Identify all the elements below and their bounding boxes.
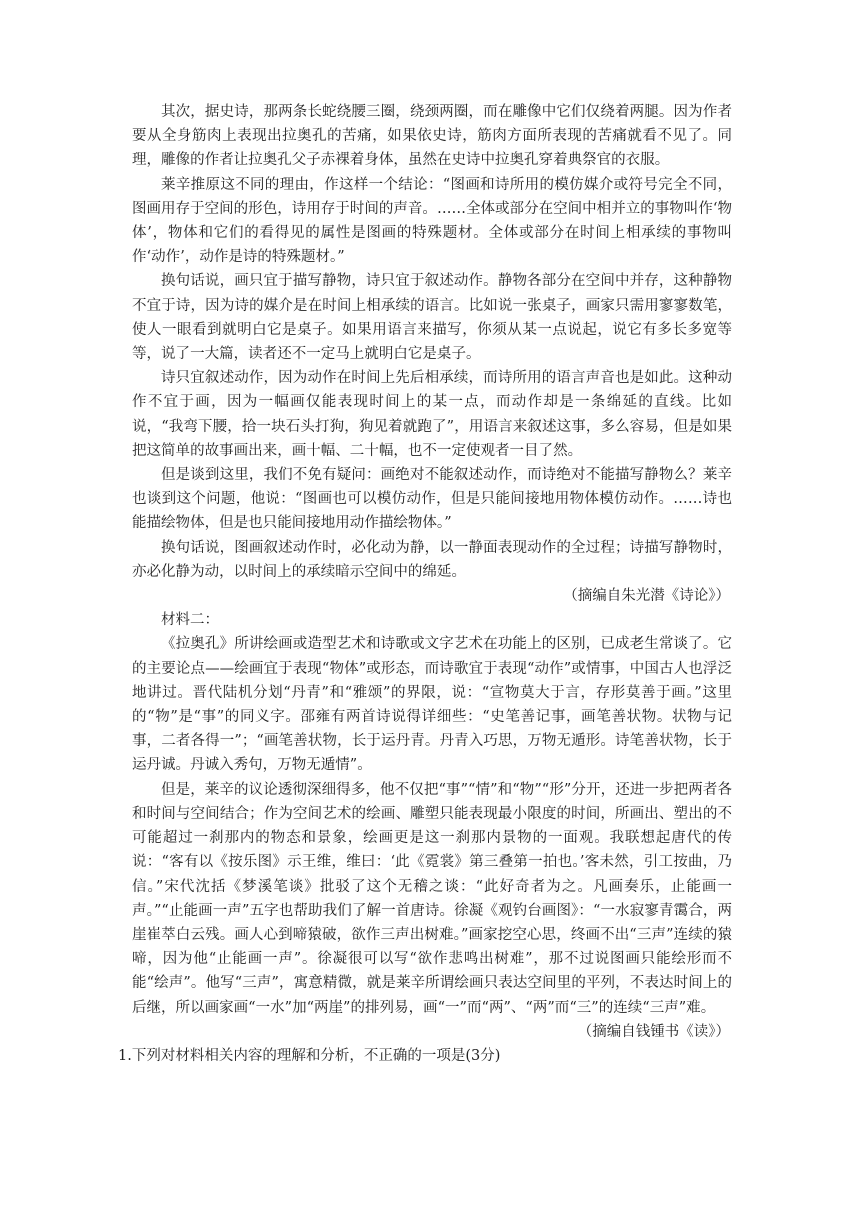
paragraph: 其次，据史诗，那两条长蛇绕腰三圈，绕颈两圈，而在雕像中它们仅绕着两腿。因为作者要从全身筋肉上表现出拉奥孔的苦痛，如果依史诗，筋肉方面所表现的苦痛就看不见了。同理，雕像的作者让拉奥孔父子赤裸着身体，虽然在史诗中拉奥孔穿着典祭官的衣服。 [132,104,732,169]
question-1: 1.下列对材料相关内容的理解和分析，不正确的一项是(3分) [118,1048,501,1064]
paragraph: 诗只宜叙述动作，因为动作在时间上先后相承续，而诗所用的语言声音也是如此。这种动作不宜于画，因为一幅画仅能表现时间上的某一点，而动作却是一条绵延的直线。比如说，“我弯下腰，拾一块石头打狗，狗见着就跑了”，用语言来叙述这事，多么容易，但是如果把这简单的故事画出来，画十幅、二十幅，也不一定使观者一目了然。 [132,370,732,459]
paragraph: 但是谈到这里，我们不免有疑问：画绝对不能叙述动作，而诗绝对不能描写静物么？莱辛也谈到这个问题，他说：“图画也可以模仿动作，但是只能间接地用物体模仿动作。……诗也能描绘物体，但是也只能间接地用动作描绘物体。” [132,467,732,532]
paragraph: 换句话说，图画叙述动作时，必化动为静，以一静面表现动作的全过程；诗描写静物时，亦必化静为动，以时间上的承续暗示空间中的绵延。 [132,539,732,580]
source-citation-2: （摘编自钱锺书《读》） [577,1023,730,1040]
question-block [118,1044,738,1068]
material-2-heading: 材料二： [161,612,219,629]
source-citation-1: （摘编自朱光潜《诗论》） [563,588,730,605]
paragraph: 莱辛推原这不同的理由，作这样一个结论：“图画和诗所用的模仿媒介或符号完全不同，图画用存于空间的形色，诗用存于时间的声音。……全体或部分在空间中相并立的事物叫作‘物体’，物体和它们的看得见的属性是图画的特殊题材。全体或部分在时间上相承续的事物叫作‘动作’，动作是诗的特殊题材。” [132,176,732,266]
paragraph: 《拉奥孔》所讲绘画或造型艺术和诗歌或文字艺术在功能上的区别，已成老生常谈了。它的主要论点——绘画宜于表现“物体”或形态，而诗歌宜于表现“动作”或情事，中国古人也浮泛地讲过。晋代陆机分划“丹青”和“雅颂”的界限，说：“宣物莫大于言，存形莫善于画。”这里的“物”是“事”的同义字。邵雍有两首诗说得详细些：“史笔善记事，画笔善状物。状物与记事，二者各得一”；“画笔善状物，长于运丹青。丹青入巧思，万物无遁形。诗笔善状物，长于运丹诚。丹诚入秀句，万物无遁情”。 [132,636,732,774]
document-body [132,100,732,1044]
paragraph: 换句话说，画只宜于描写静物，诗只宜于叙述动作。静物各部分在空间中并存，这种静物不宜于诗，因为诗的媒介是在时间上相承续的语言。比如说一张桌子，画家只需用寥寥数笔，使人一眼看到就明白它是桌子。如果用语言来描写，你须从某一点说起，说它有多长多宽等等，说了一大篇，读者还不一定马上就明白它是桌子。 [132,273,732,363]
paragraph: 但是，莱辛的议论透彻深细得多，他不仅把“事”“情”和“物”“形”分开，还进一步把两者各和时间与空间结合；作为空间艺术的绘画、雕塑只能表现最小限度的时间，所画出、塑出的不可能超过一刹那内的物态和景象，绘画更是这一刹那内景物的一面观。我联想起唐代的传说：“客有以《按乐图》示王维，维曰：‘此《霓裳》第三叠第一拍也。’客未然，引工按曲，乃信。”宋代沈括《梦溪笔谈》批驳了这个无稽之谈：“此好奇者为之。凡画奏乐，止能画一声。”“止能画一声”五字也帮助我们了解一首唐诗。徐凝《观钓台画图》：“一水寂寥青霭合，两崖崔萃白云残。画人心到啼猿破，欲作三声出树难。”画家挖空心思，终画不出“三声”连续的猿啼，因为他“止能画一声”。徐凝很可以写“欲作悲鸣出树难”，那不过说图画只能绘形而不能“绘声”。他写“三声”，寓意精微，就是莱辛所谓绘画只表达空间里的平列，不表达时间上的后继，所以画家画“一水”加“两崖”的排列易，画“一”而“两”、“两”而“三”的连续“三声”难。 [132,781,732,1016]
